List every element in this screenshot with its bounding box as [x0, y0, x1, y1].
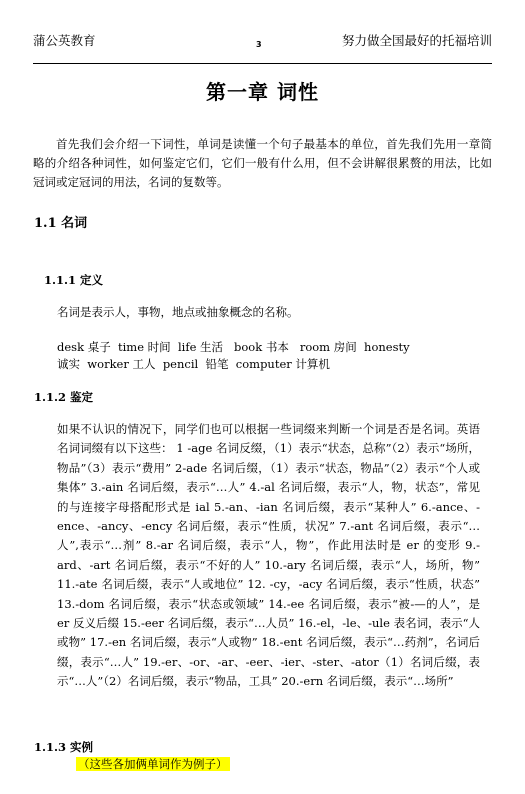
- page-number: 3: [256, 40, 262, 49]
- noun-examples-line-1: desk 桌子 time 时间 life 生活 book 书本 room 房间 honesty: [57, 340, 410, 354]
- section-1-1-heading: 1.1 名词: [34, 216, 88, 231]
- section-1-1-2-heading: 1.1.2 鉴定: [34, 390, 94, 404]
- noun-definition: 名词是表示人，事物，地点或抽象概念的名称。: [57, 305, 299, 319]
- highlighted-note: （这些各加俩单词作为例子）: [78, 757, 228, 771]
- chapter-title: 第一章 词性: [206, 80, 319, 104]
- section-1-1-1-heading: 1.1.1 定义: [44, 273, 104, 287]
- noun-examples-line-2: 诚实 worker 工人 pencil 铅笔 computer 计算机: [57, 357, 330, 371]
- section-1-1-3-heading: 1.1.3 实例: [34, 740, 94, 754]
- header-right-slogan: 努力做全国最好的托福培训: [341, 33, 492, 48]
- header-left-brand: 蒲公英教育: [33, 33, 96, 48]
- header-rule: [33, 63, 492, 64]
- noun-suffix-paragraph: 如果不认识的情况下，同学们也可以根据一些词缀来判断一个词是否是名词。英语名词词缀有以下这些： 1 -age 名词反缀，（1）表示“状态，总称”（2）表示“场所，物品”（3）表示“费用” 2-ade 名词后缀，（1）表示“状态，物品”（2）表示“个人或集体” 3.-ain 名词后缀，表示“…人” 4.-al 名词后缀，表示“人，物，状态”，常见的与连接字母搭配形式是 ial 5.-an、-ian 名词后缀，表示“某种人” 6.-ance、-ence、-ancy、-ency 名词后缀，表示“性质，状况” 7.-ant 名词后缀，表示“…人”,表示“…剂” 8.-ar 名词后缀，表示“人，物”，作此用法时是 er 的变形 9.-ard、-art 名词后缀，表示“不好的人” 10.-ary 名词后缀，表示“人，场所，物” 11.-ate 名词后缀，表示“人或地位” 12. -cy，-acy 名词后缀，表示“性质，状态” 13.-dom 名词后缀，表示“状态或领域” 14.-ee 名词后缀，表示“被-—的人”，是 er 反义后缀 15.-eer 名词后缀，表示“…人员” 16.-el，-le、-ule 表名词，表示“人或物” 17.-en 名词后缀，表示“人或物” 18.-ent 名词后缀，表示“…药剂”，名词后缀，表示“…人” 19.-er、-or、-ar、-eer、-ier、-ster、-ator（1）名词后缀，表示“…人”（2）名词后缀，表示“物品，工具” 20.-ern 名词后缀，表示“…场所”: [57, 422, 480, 689]
- intro-paragraph: 首先我们会介绍一下词性，单词是读懂一个句子最基本的单位，首先我们先用一章简略的介绍各种词性，如何鉴定它们，它们一般有什么用，但不会讲解很累赘的用法，比如冠词或定冠词的用法，名词的复数等。: [33, 137, 492, 189]
